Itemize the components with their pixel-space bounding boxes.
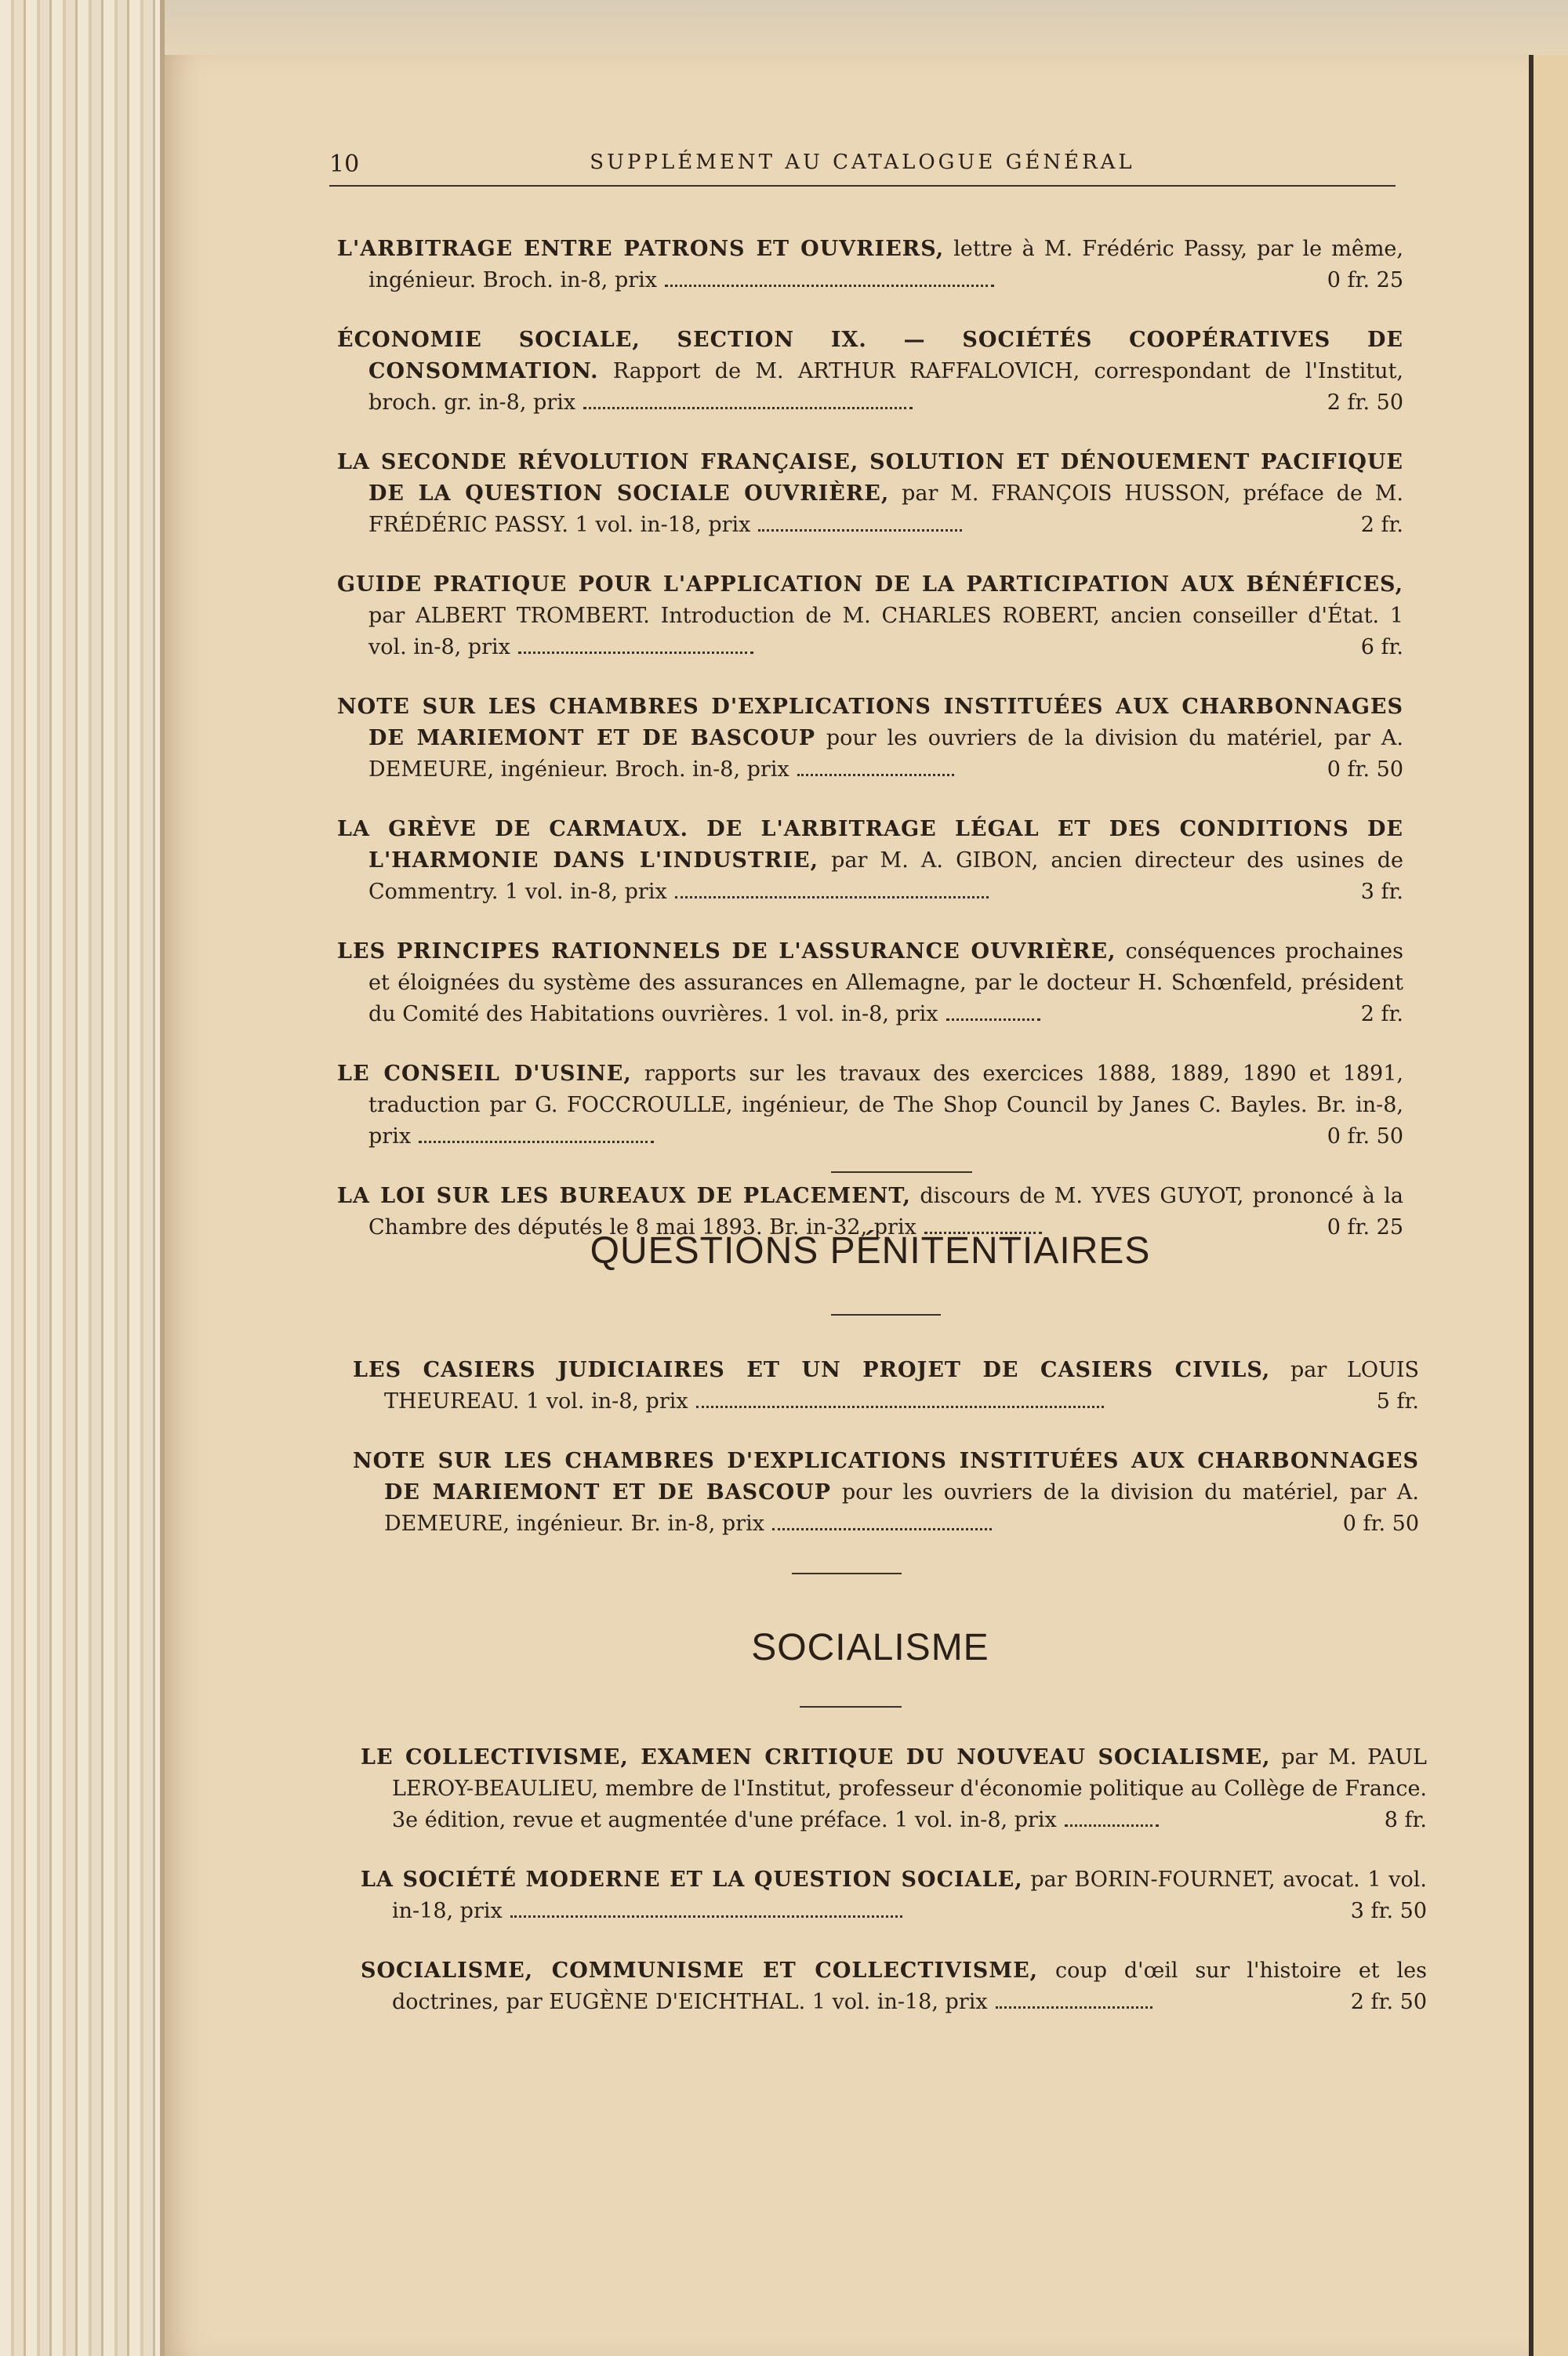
section-title-socialism: SOCIALISME	[751, 1627, 989, 1668]
catalogue-entry: NOTE SUR LES CHAMBRES D'EXPLICATIONS INSTITUÉES AUX CHARBONNAGES DE MARIEMONT ET DE BASCOUP pour les ouvriers de la division du matériel, par A. DEMEURE, ingénieur. Br. in-8, prix 0 fr. 50	[353, 1446, 1419, 1540]
catalogue-entry: NOTE SUR LES CHAMBRES D'EXPLICATIONS INSTITUÉES AUX CHARBONNAGES DE MARIEMONT ET DE BASCOUP pour les ouvriers de la division du matériel, par A. DEMEURE, ingénieur. Broch. in-8, prix 0 fr. 50	[337, 692, 1403, 786]
catalogue-entry: LES CASIERS JUDICIAIRES ET UN PROJET DE CASIERS CIVILS, par LOUIS THEUREAU. 1 vol. in-8, prix 5 fr.	[353, 1355, 1419, 1418]
entry-price: 3 fr. 50	[1350, 1899, 1427, 1923]
entry-price: 0 fr. 50	[1342, 1512, 1419, 1536]
catalogue-entry: LA SOCIÉTÉ MODERNE ET LA QUESTION SOCIALE, par BORIN-FOURNET, avocat. 1 vol. in-18, prix 3 fr. 50	[361, 1864, 1427, 1927]
catalogue-entry: LA SECONDE RÉVOLUTION FRANÇAISE, SOLUTION ET DÉNOUEMENT PACIFIQUE DE LA QUESTION SOCIALE OUVRIÈRE, par M. FRANÇOIS HUSSON, préface de M. FRÉDÉRIC PASSY. 1 vol. in-18, prix 2 fr.	[337, 447, 1403, 541]
catalogue-entry: ÉCONOMIE SOCIALE, SECTION IX. — SOCIÉTÉS COOPÉRATIVES DE CONSOMMATION. Rapport de M. ARTHUR RAFFALOVICH, correspondant de l'Institut, broch. gr. in-8, prix 2 fr. 50	[337, 325, 1403, 419]
catalogue-entry: LE CONSEIL D'USINE, rapports sur les travaux des exercices 1888, 1889, 1890 et 1891, traduction par G. FOCCROULLE, ingénieur, de The Shop Council by Janes C. Bayles. Br. in-8, prix 0 fr. 50	[337, 1058, 1403, 1153]
catalogue-entry: LA LOI SUR LES BUREAUX DE PLACEMENT, discours de M. YVES GUYOT, prononcé à la Chambre des députés le 8 mai 1893. Br. in-32, prix 0 fr. 25	[337, 1181, 1403, 1243]
entry-price: 2 fr.	[1360, 513, 1403, 537]
running-title: SUPPLÉMENT AU CATALOGUE GÉNÉRAL	[590, 151, 1135, 174]
catalogue-entry: LES PRINCIPES RATIONNELS DE L'ASSURANCE OUVRIÈRE, conséquences prochaines et éloignées du système des assurances en Allemagne, par le docteur H. Schœnfeld, président du Comité des Habitations ouvrières. 1 vol. in-8, prix 2 fr.	[337, 936, 1403, 1030]
book-page-edges	[0, 0, 165, 2356]
section-title-penitentiary: QUESTIONS PÉNITENTIAIRES	[590, 1230, 1151, 1272]
catalogue-list-socialism	[361, 1742, 1427, 2046]
entry-price: 0 fr. 25	[1327, 1215, 1403, 1240]
entry-price: 0 fr. 50	[1327, 1124, 1403, 1149]
running-header	[329, 151, 1396, 187]
catalogue-entry: L'ARBITRAGE ENTRE PATRONS ET OUVRIERS, lettre à M. Frédéric Passy, par le même, ingénieur. Broch. in-8, prix 0 fr. 25	[337, 234, 1403, 296]
entry-price: 3 fr.	[1360, 880, 1403, 904]
entry-price: 8 fr.	[1384, 1808, 1427, 1832]
catalogue-list-penitentiary	[353, 1355, 1419, 1568]
section-divider	[831, 1171, 972, 1173]
page-top-shadow	[165, 0, 1568, 55]
entry-price: 2 fr. 50	[1327, 390, 1403, 415]
entry-price: 0 fr. 50	[1327, 757, 1403, 782]
page-number: 10	[329, 151, 360, 178]
book-spine-edge	[1529, 55, 1568, 2356]
catalogue-list-economics	[337, 234, 1403, 1272]
catalogue-entry: LA GRÈVE DE CARMAUX. DE L'ARBITRAGE LÉGAL ET DES CONDITIONS DE L'HARMONIE DANS L'INDUSTRIE, par M. A. GIBON, ancien directeur des usines de Commentry. 1 vol. in-8, prix 3 fr.	[337, 814, 1403, 908]
catalogue-entry: SOCIALISME, COMMUNISME ET COLLECTIVISME, coup d'œil sur l'histoire et les doctrines, par EUGÈNE D'EICHTHAL. 1 vol. in-18, prix 2 fr. 50	[361, 1955, 1427, 2018]
entry-price: 2 fr. 50	[1350, 1990, 1427, 2014]
section-divider	[792, 1573, 902, 1574]
entry-price: 0 fr. 25	[1327, 268, 1403, 292]
section-divider	[831, 1314, 941, 1316]
entry-price: 6 fr.	[1360, 635, 1403, 659]
entry-price: 5 fr.	[1376, 1389, 1419, 1414]
section-divider	[800, 1706, 902, 1708]
catalogue-entry: GUIDE PRATIQUE POUR L'APPLICATION DE LA PARTICIPATION AUX BÉNÉFICES, par ALBERT TROMBERT. Introduction de M. CHARLES ROBERT, ancien conseiller d'État. 1 vol. in-8, prix 6 fr.	[337, 569, 1403, 663]
catalogue-entry: LE COLLECTIVISME, EXAMEN CRITIQUE DU NOUVEAU SOCIALISME, par M. PAUL LEROY-BEAULIEU, membre de l'Institut, professeur d'économie politique au Collège de France. 3e édition, revue et augmentée d'une préface. 1 vol. in-8, prix 8 fr.	[361, 1742, 1427, 1836]
entry-price: 2 fr.	[1360, 1002, 1403, 1026]
